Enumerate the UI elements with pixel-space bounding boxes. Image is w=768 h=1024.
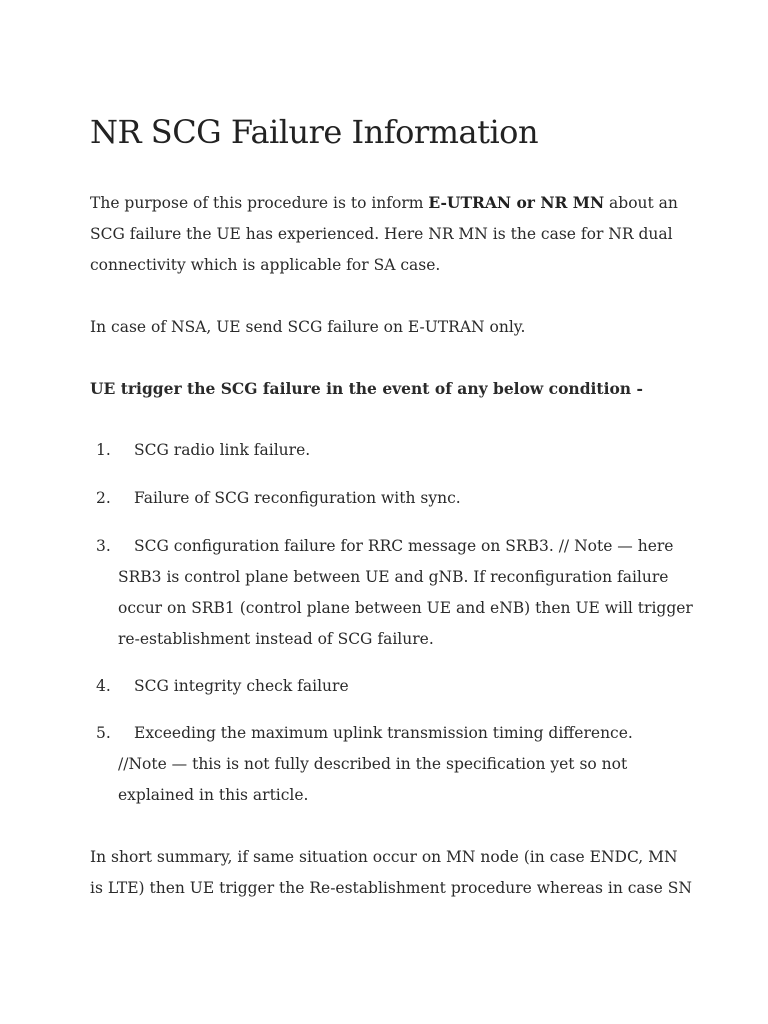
intro-emphasis: E-UTRAN or NR MN: [428, 193, 605, 212]
intro-text: about an: [604, 194, 678, 212]
list-item-text: SCG integrity check failure: [134, 677, 349, 695]
summary-line-1: In short summary, if same situation occur on MN node (in case ENDC, MN: [90, 848, 678, 866]
list-item-number: 2.: [96, 489, 111, 507]
list-item-text: Exceeding the maximum uplink transmission timing difference.: [134, 724, 633, 742]
list-item-number: 3.: [96, 537, 111, 555]
list-item: [90, 531, 693, 655]
list-item-number: 1.: [96, 441, 111, 459]
list-item-text: //Note — this is not fully described in the specification yet so not: [118, 755, 628, 773]
list-item-text: re-establishment instead of SCG failure.: [118, 630, 434, 648]
intro-line-3: connectivity which is applicable for SA case.: [90, 256, 441, 274]
list-item: [90, 483, 690, 514]
list-item-text: SCG radio link failure.: [134, 441, 311, 459]
page-title: NR SCG Failure Information: [90, 113, 539, 151]
nsa-note-paragraph: In case of NSA, UE send SCG failure on E-UTRAN only.: [90, 318, 526, 336]
intro-text: The purpose of this procedure is to inform: [90, 194, 429, 212]
list-item: [90, 671, 690, 702]
list-item-text: Failure of SCG reconfiguration with sync.: [134, 489, 461, 507]
conditions-heading: UE trigger the SCG failure in the event of any below condition -: [90, 379, 643, 398]
list-item-text: occur on SRB1 (control plane between UE and eNB) then UE will trigger: [118, 599, 693, 617]
intro-line-2: SCG failure the UE has experienced. Here NR MN is the case for NR dual: [90, 225, 673, 243]
summary-paragraph: [90, 842, 690, 904]
list-item-number: 4.: [96, 677, 111, 695]
intro-line-1: [90, 187, 690, 219]
list-item-number: 5.: [96, 724, 111, 742]
list-item-text: SCG configuration failure for RRC message on SRB3. // Note — here: [134, 537, 674, 555]
summary-line-2: is LTE) then UE trigger the Re-establishment procedure whereas in case SN: [90, 879, 692, 897]
list-item: [90, 718, 690, 811]
intro-paragraph: [90, 187, 690, 281]
list-item-text: SRB3 is control plane between UE and gNB. If reconfiguration failure: [118, 568, 669, 586]
list-item-text: explained in this article.: [118, 786, 309, 804]
list-item: [90, 435, 690, 466]
